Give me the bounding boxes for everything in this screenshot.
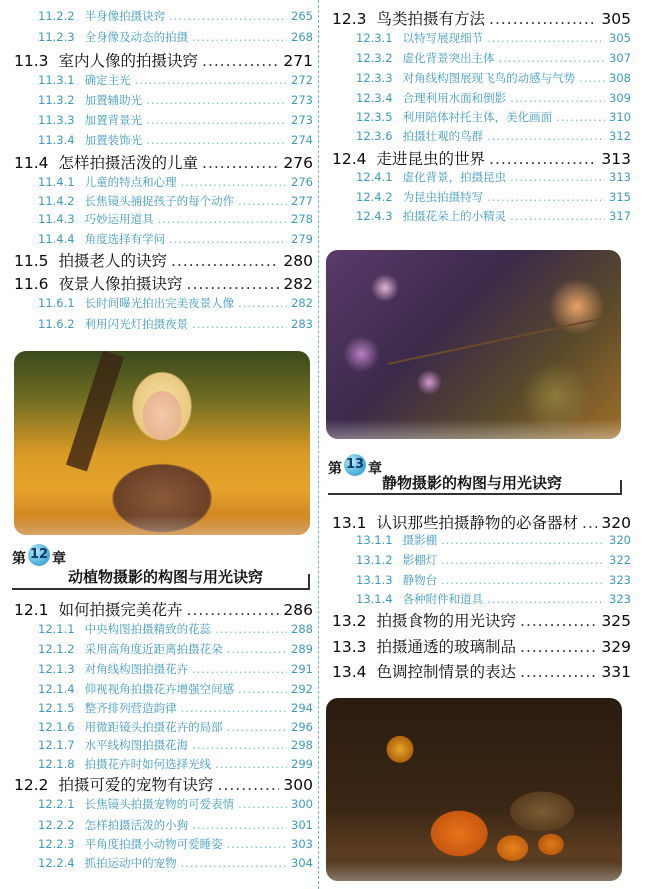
section-title: 怎样拍摄活泼的小狗 xyxy=(84,818,189,832)
section-number: 11.3.2 xyxy=(38,93,75,107)
page-number: 331 xyxy=(601,663,631,681)
toc-subsection-entry xyxy=(38,621,313,638)
page-number: 300 xyxy=(283,776,313,794)
page-number: 329 xyxy=(601,638,631,656)
section-title: 对角线构图展现飞鸟的动感与气势 xyxy=(402,71,576,85)
toc-subsection-entry xyxy=(38,641,313,658)
section-title: 长时间曝光拍出完美夜景人像 xyxy=(84,296,235,310)
toc-subsection-entry xyxy=(38,112,313,129)
dot-leader xyxy=(520,661,597,683)
section-number: 11.4.2 xyxy=(38,194,75,208)
dot-leader xyxy=(181,174,287,191)
toc-subsection-entry xyxy=(38,132,313,149)
page-number: 303 xyxy=(291,837,313,851)
dot-leader xyxy=(192,817,287,834)
toc-subsection-entry xyxy=(38,817,313,834)
section-number: 11.3 xyxy=(14,52,49,70)
toc-section-entry xyxy=(332,512,631,534)
section-title: 各种附件和道具 xyxy=(402,592,484,606)
toc-subsection-entry xyxy=(38,796,313,813)
chapter-number-badge: 12 xyxy=(28,544,50,566)
section-title: 加置背景光 xyxy=(84,113,143,127)
chapter-title: 动植物摄影的构图与用光诀窍 xyxy=(68,568,264,586)
dot-leader xyxy=(238,681,287,698)
section-title: 加置装饰光 xyxy=(84,133,143,147)
dot-leader xyxy=(181,855,287,872)
chapter-13-heading xyxy=(326,450,626,505)
toc-subsection-entry xyxy=(38,661,313,678)
section-title: 拍摄老人的诀窍 xyxy=(58,252,168,270)
section-number: 11.4.4 xyxy=(38,232,75,246)
dot-leader xyxy=(192,316,287,333)
section-title: 用微距镜头拍摄花卉的局部 xyxy=(84,720,223,734)
page-number: 310 xyxy=(609,110,631,124)
toc-subsection-entry xyxy=(356,128,631,145)
dot-leader xyxy=(135,72,287,89)
toc-subsection-entry xyxy=(38,92,313,109)
section-number: 12.3.4 xyxy=(356,91,393,105)
section-title: 加置辅助光 xyxy=(84,93,143,107)
toc-subsection-entry xyxy=(356,30,631,47)
section-title: 鸟类拍摄有方法 xyxy=(376,10,486,28)
toc-subsection-entry xyxy=(38,211,313,228)
section-number: 13.4 xyxy=(332,663,367,681)
section-number: 11.3.4 xyxy=(38,133,75,147)
section-title: 静物台 xyxy=(402,573,438,587)
section-title: 走进昆虫的世界 xyxy=(376,150,486,168)
chapter-prefix: 第 xyxy=(328,461,342,477)
toc-section-entry xyxy=(332,636,631,658)
toc-subsection-entry xyxy=(356,70,631,87)
section-number: 11.6.2 xyxy=(38,317,75,331)
dot-leader xyxy=(579,70,605,87)
section-number: 12.4.2 xyxy=(356,190,393,204)
toc-subsection-entry xyxy=(38,700,313,717)
toc-subsection-entry xyxy=(356,90,631,107)
section-title: 抓拍运动中的宠物 xyxy=(84,856,177,870)
toc-subsection-entry xyxy=(356,591,631,608)
dot-leader xyxy=(510,90,605,107)
page-number: 315 xyxy=(609,190,631,204)
page-number: 291 xyxy=(291,662,313,676)
page-number: 322 xyxy=(609,553,631,567)
toc-subsection-entry xyxy=(38,174,313,191)
toc-subsection-entry xyxy=(38,72,313,89)
toc-subsection-entry xyxy=(356,109,631,126)
section-title: 夜景人像拍摄诀窍 xyxy=(58,275,183,293)
dot-leader xyxy=(238,193,287,210)
page-number: 282 xyxy=(283,275,313,293)
section-number: 11.6.1 xyxy=(38,296,75,310)
dot-leader xyxy=(238,295,287,312)
page-number: 271 xyxy=(283,52,313,70)
section-number: 12.3.5 xyxy=(356,110,393,124)
page-number: 282 xyxy=(291,296,313,310)
dot-leader xyxy=(192,661,287,678)
dot-leader xyxy=(187,273,280,295)
page-number: 286 xyxy=(283,601,313,619)
toc-section-entry xyxy=(332,610,631,632)
dot-leader xyxy=(169,8,287,25)
page-number: 288 xyxy=(291,622,313,636)
toc-subsection-entry xyxy=(356,552,631,569)
section-title: 如何拍摄完美花卉 xyxy=(58,601,183,619)
dot-leader xyxy=(192,29,287,46)
toc-section-entry xyxy=(332,661,631,683)
section-number: 12.3.1 xyxy=(356,31,393,45)
toc-section-entry xyxy=(332,148,631,170)
section-number: 13.1.3 xyxy=(356,573,393,587)
section-number: 11.5 xyxy=(14,252,49,270)
toc-subsection-entry xyxy=(38,193,313,210)
section-number: 12.3.2 xyxy=(356,51,393,65)
section-number: 13.1.2 xyxy=(356,553,393,567)
dot-leader xyxy=(556,109,605,126)
section-title: 对角线构图拍摄花卉 xyxy=(84,662,189,676)
page-number: 320 xyxy=(609,533,631,547)
toc-subsection-entry xyxy=(356,189,631,206)
section-title: 认识那些拍摄静物的必备器材 xyxy=(376,514,579,532)
page-number: 305 xyxy=(609,31,631,45)
dot-leader xyxy=(169,231,287,248)
toc-subsection-entry xyxy=(38,681,313,698)
section-number: 12.1.4 xyxy=(38,682,75,696)
section-number: 12.1.3 xyxy=(38,662,75,676)
page-number: 312 xyxy=(609,129,631,143)
toc-subsection-entry xyxy=(38,8,313,25)
dot-leader xyxy=(499,50,605,67)
page-number: 313 xyxy=(601,150,631,168)
section-title: 长焦镜头捕捉孩子的每个动作 xyxy=(84,194,235,208)
section-number: 12.4.3 xyxy=(356,209,393,223)
page-number: 325 xyxy=(601,612,631,630)
section-title: 拍摄可爱的宠物有诀窍 xyxy=(58,776,214,794)
section-title: 儿童的特点和心理 xyxy=(84,175,177,189)
dot-leader xyxy=(146,112,287,129)
toc-subsection-entry xyxy=(356,169,631,186)
section-number: 11.2.3 xyxy=(38,30,75,44)
section-title: 平角度拍摄小动物可爱睡姿 xyxy=(84,837,223,851)
dot-leader xyxy=(520,610,597,632)
toc-section-entry xyxy=(14,599,313,621)
dot-leader xyxy=(582,512,597,534)
section-number: 12.2.1 xyxy=(38,797,75,811)
dot-leader xyxy=(487,128,605,145)
page-number: 323 xyxy=(609,573,631,587)
page-number: 265 xyxy=(291,9,313,23)
section-title: 利用闪光灯拍摄夜景 xyxy=(84,317,189,331)
section-title: 怎样拍摄活泼的儿童 xyxy=(58,154,199,172)
toc-subsection-entry xyxy=(356,572,631,589)
page-number: 298 xyxy=(291,738,313,752)
page-number: 276 xyxy=(291,175,313,189)
photo-water-droplets-on-branch xyxy=(326,250,621,439)
dot-leader xyxy=(487,30,605,47)
toc-section-entry xyxy=(14,250,313,272)
dot-leader xyxy=(227,836,287,853)
section-number: 13.2 xyxy=(332,612,367,630)
page-number: 278 xyxy=(291,212,313,226)
section-title: 水平线构图拍摄花海 xyxy=(84,738,189,752)
dot-leader xyxy=(202,50,279,72)
toc-subsection-entry xyxy=(356,50,631,67)
page-number: 280 xyxy=(283,252,313,270)
dot-leader xyxy=(146,92,287,109)
dot-leader xyxy=(520,636,597,658)
page-number: 268 xyxy=(291,30,313,44)
page-number: 305 xyxy=(601,10,631,28)
dot-leader xyxy=(187,599,280,621)
section-number: 12.1.7 xyxy=(38,738,75,752)
section-title: 角度选择有学问 xyxy=(84,232,166,246)
section-title: 利用陪体衬托主体，美化画面 xyxy=(402,110,553,124)
page-number: 296 xyxy=(291,720,313,734)
toc-section-entry xyxy=(14,774,313,796)
section-number: 11.6 xyxy=(14,275,49,293)
section-title: 为昆虫拍摄特写 xyxy=(402,190,484,204)
page-number: 304 xyxy=(291,856,313,870)
dot-leader xyxy=(238,796,287,813)
dot-leader xyxy=(227,641,287,658)
section-number: 13.1.1 xyxy=(356,533,393,547)
section-number: 11.4.1 xyxy=(38,175,75,189)
page-number: 272 xyxy=(291,73,313,87)
section-title: 虚化背景突出主体 xyxy=(402,51,495,65)
dot-leader xyxy=(487,591,605,608)
section-title: 长焦镜头拍摄宠物的可爱表情 xyxy=(84,797,235,811)
page-number: 277 xyxy=(291,194,313,208)
section-title: 仰视视角拍摄花卉增强空间感 xyxy=(84,682,235,696)
page-number: 279 xyxy=(291,232,313,246)
page-number: 307 xyxy=(609,51,631,65)
dot-leader xyxy=(487,189,605,206)
toc-subsection-entry xyxy=(38,855,313,872)
section-number: 11.3.1 xyxy=(38,73,75,87)
page-number: 317 xyxy=(609,209,631,223)
section-number: 11.2.2 xyxy=(38,9,75,23)
chapter-12-heading xyxy=(10,540,310,595)
section-number: 12.3.3 xyxy=(356,71,393,85)
section-title: 虚化背景，拍摄昆虫 xyxy=(402,170,507,184)
page-number: 323 xyxy=(609,592,631,606)
section-number: 12.4 xyxy=(332,150,367,168)
dot-leader xyxy=(202,152,279,174)
page-number: 308 xyxy=(609,71,631,85)
section-title: 全身像及动态的拍摄 xyxy=(84,30,189,44)
page-number: 299 xyxy=(291,757,313,771)
dot-leader xyxy=(489,148,597,170)
section-title: 整齐排列营造韵律 xyxy=(84,701,177,715)
section-number: 12.1.6 xyxy=(38,720,75,734)
section-number: 12.3.6 xyxy=(356,129,393,143)
section-number: 12.1.2 xyxy=(38,642,75,656)
section-title: 影棚灯 xyxy=(402,553,438,567)
section-number: 13.1 xyxy=(332,514,367,532)
section-title: 合理利用水面和倒影 xyxy=(402,91,507,105)
toc-subsection-entry xyxy=(38,295,313,312)
toc-subsection-entry xyxy=(38,231,313,248)
section-number: 12.1.1 xyxy=(38,622,75,636)
section-number: 12.4.1 xyxy=(356,170,393,184)
section-number: 12.2.2 xyxy=(38,818,75,832)
toc-subsection-entry xyxy=(38,719,313,736)
section-title: 确定主光 xyxy=(84,73,131,87)
page-number: 274 xyxy=(291,133,313,147)
dot-leader xyxy=(215,756,287,773)
dot-leader xyxy=(510,208,605,225)
section-title: 室内人像的拍摄诀窍 xyxy=(58,52,199,70)
section-title: 半身像拍摄诀窍 xyxy=(84,9,166,23)
dot-leader xyxy=(171,250,279,272)
section-number: 13.3 xyxy=(332,638,367,656)
section-number: 12.2.4 xyxy=(38,856,75,870)
dot-leader xyxy=(441,532,605,549)
page-number: 320 xyxy=(601,514,631,532)
section-number: 12.2 xyxy=(14,776,49,794)
toc-section-entry xyxy=(14,152,313,174)
chapter-title: 静物摄影的构图与用光诀窍 xyxy=(382,474,563,492)
chapter-rule xyxy=(328,493,622,495)
dot-leader xyxy=(218,774,280,796)
page-number: 292 xyxy=(291,682,313,696)
page-number: 276 xyxy=(283,154,313,172)
page-number: 289 xyxy=(291,642,313,656)
column-divider xyxy=(318,0,319,889)
chapter-rule-tail xyxy=(308,574,310,590)
section-number: 12.1 xyxy=(14,601,49,619)
section-title: 摄影棚 xyxy=(402,533,438,547)
section-number: 11.4.3 xyxy=(38,212,75,226)
dot-leader xyxy=(441,572,605,589)
chapter-rule-tail xyxy=(620,480,622,495)
section-title: 采用高角度近距离拍摄花朵 xyxy=(84,642,223,656)
photo-pumpkins-and-flowers xyxy=(326,698,622,881)
toc-subsection-entry xyxy=(38,29,313,46)
chapter-suffix: 章 xyxy=(368,461,382,477)
section-title: 拍摄花卉时如何选择光线 xyxy=(84,757,212,771)
toc-section-entry xyxy=(14,50,313,72)
page-number: 300 xyxy=(291,797,313,811)
section-title: 拍摄壮观的鸟群 xyxy=(402,129,484,143)
toc-subsection-entry xyxy=(38,756,313,773)
page-number: 301 xyxy=(291,818,313,832)
page-number: 273 xyxy=(291,93,313,107)
section-title: 拍摄花朵上的小精灵 xyxy=(402,209,507,223)
section-number: 11.4 xyxy=(14,154,49,172)
page-number: 294 xyxy=(291,701,313,715)
section-title: 拍摄食物的用光诀窍 xyxy=(376,612,517,630)
section-number: 12.1.5 xyxy=(38,701,75,715)
dot-leader xyxy=(181,700,287,717)
photo-girl-in-autumn-leaves xyxy=(14,351,310,535)
toc-subsection-entry xyxy=(38,836,313,853)
chapter-suffix: 章 xyxy=(52,551,66,567)
toc-subsection-entry xyxy=(356,208,631,225)
dot-leader xyxy=(192,737,287,754)
toc-section-entry xyxy=(332,8,631,30)
section-number: 12.1.8 xyxy=(38,757,75,771)
page-number: 313 xyxy=(609,170,631,184)
section-title: 色调控制情景的表达 xyxy=(376,663,517,681)
section-title: 以特写展现细节 xyxy=(402,31,484,45)
toc-subsection-entry xyxy=(38,316,313,333)
page-number: 283 xyxy=(291,317,313,331)
section-number: 12.3 xyxy=(332,10,367,28)
toc-subsection-entry xyxy=(38,737,313,754)
section-title: 巧妙运用道具 xyxy=(84,212,154,226)
dot-leader xyxy=(510,169,605,186)
chapter-number-badge: 13 xyxy=(344,454,366,476)
section-number: 13.1.4 xyxy=(356,592,393,606)
section-number: 11.3.3 xyxy=(38,113,75,127)
toc-section-entry xyxy=(14,273,313,295)
chapter-prefix: 第 xyxy=(12,551,26,567)
page-number: 309 xyxy=(609,91,631,105)
section-number: 12.2.3 xyxy=(38,837,75,851)
section-title: 拍摄通透的玻璃制品 xyxy=(376,638,517,656)
dot-leader xyxy=(489,8,597,30)
toc-subsection-entry xyxy=(356,532,631,549)
dot-leader xyxy=(215,621,287,638)
chapter-rule xyxy=(12,588,310,590)
page-number: 273 xyxy=(291,113,313,127)
dot-leader xyxy=(158,211,287,228)
section-title: 中央构图拍摄精致的花蕊 xyxy=(84,622,212,636)
dot-leader xyxy=(227,719,287,736)
dot-leader xyxy=(146,132,287,149)
dot-leader xyxy=(441,552,605,569)
